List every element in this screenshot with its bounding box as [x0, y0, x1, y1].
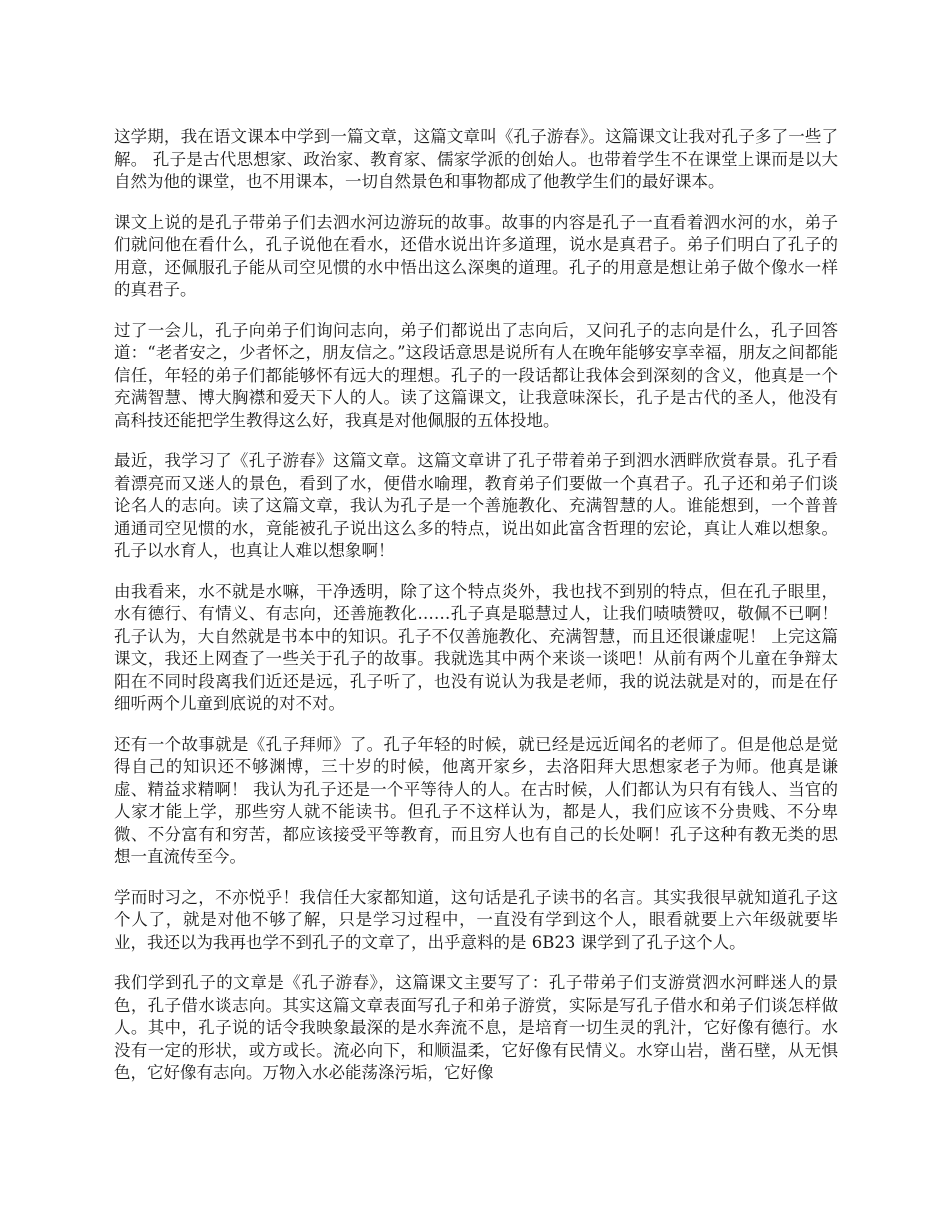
paragraph-5: 由我看来，水不就是水嘛，干净透明，除了这个特点炎外，我也找不到别的特点，但在孔子眼里，水有德行、有情义、有志向，还善施教化……孔子真是聪慧过人，让我们啧啧赞叹，敬佩不已啊！孔子认为，大自然就是书本中的知识。孔子不仅善施教化、充满智慧，而且还很谦虚呢！ 上完这篇课文，我还上网查了一些关于孔子的故事。我就选其中两个来谈一谈吧！从前有两个儿童在争辩太阳在不同时段离我们近还是远，孔子听了，也没有说认为我是老师，我的说法就是对的，而是在仔细听两个儿童到底说的对不对。 [114, 581, 838, 713]
paragraph-8: 我们学到孔子的文章是《孔子游春》，这篇课文主要写了：孔子带弟子们支游赏泗水河畔迷人的景色，孔子借水谈志向。其实这篇文章表面写孔子和弟子游赏，实际是写孔子借水和弟子们谈怎样做人。其中，孔子说的话令我映象最深的是水奔流不息，是培育一切生灵的乳汁，它好像有德行。水没有一定的形状，或方或长。流必向下，和顺温柔，它好像有民情义。水穿山岩，凿石壁，从无惧色，它好像有志向。万物入水必能荡涤污垢，它好像 [114, 973, 838, 1082]
paragraph-3: 过了一会儿，孔子向弟子们询问志向，弟子们都说出了志向后，又问孔子的志向是什么，孔子回答道：“老者安之，少者怀之，朋友信之。”这段话意思是说所有人在晚年能够安享幸福，朋友之间都能信任，年轻的弟子们都能够怀有远大的理想。孔子的一段话都让我体会到深刻的含义，他真是一个充满智慧、博大胸襟和爱天下人的人。读了这篇课文，让我意味深长，孔子是古代的圣人，他没有高科技还能把学生教得这么好，我真是对他佩服的五体投地。 [114, 320, 838, 430]
paragraph-2: 课文上说的是孔子带弟子们去泗水河边游玩的故事。故事的内容是孔子一直看着泗水河的水，弟子们就问他在看什么，孔子说他在看水，还借水说出许多道理，说水是真君子。弟子们明白了孔子的用意，还佩服孔子能从司空见惯的水中悟出这么深奥的道理。孔子的用意是想让弟子做个像水一样的真君子。 [114, 212, 838, 299]
document-body [114, 126, 838, 1103]
paragraph-6: 还有一个故事就是《孔子拜师》了。孔子年轻的时候，就已经是远近闻名的老师了。但是他总是觉得自己的知识还不够渊博，三十岁的时候，他离开家乡，去洛阳拜大思想家老子为师。他真是谦虚、精益求精啊！ 我认为孔子还是一个平等待人的人。在古时候，人们都认为只有有钱人、当官的人家才能上学，那些穷人就不能读书。但孔子不这样认为，都是人，我们应该不分贵贱、不分卑微、不分富有和穷苦，都应该接受平等教育，而且穷人也有自己的长处啊！孔子这种有教无类的思想一直流传至今。 [114, 734, 838, 866]
paragraph-4: 最近，我学习了《孔子游春》这篇文章。这篇文章讲了孔子带着弟子到泗水洒畔欣赏春景。孔子看着漂亮而又迷人的景色，看到了水，便借水喻理，教育弟子们要做一个真君子。孔子还和弟子们谈论名人的志向。读了这篇文章，我认为孔子是一个善施教化、充满智慧的人。谁能想到，一个普普通通司空见惯的水，竟能被孔子说出这么多的特点，说出如此富含哲理的宏论，真让人难以想象。孔子以水育人，也真让人难以想象啊！ [114, 451, 838, 560]
paragraph-7: 学而时习之，不亦悦乎！我信任大家都知道，这句话是孔子读书的名言。其实我很早就知道孔子这个人了，就是对他不够了解，只是学习过程中，一直没有学到这个人，眼看就要上六年级就要毕业，我还以为我再也学不到孔子的文章了，出乎意料的是 6B23 课学到了孔子这个人。 [114, 887, 838, 952]
paragraph-1: 这学期，我在语文课本中学到一篇文章，这篇文章叫《孔子游春》。这篇课文让我对孔子多了一些了解。 孔子是古代思想家、政治家、教育家、儒家学派的创始人。也带着学生不在课堂上课而是以大自然为他的课堂，也不用课本，一切自然景色和事物都成了他教学生们的最好课本。 [114, 127, 838, 191]
